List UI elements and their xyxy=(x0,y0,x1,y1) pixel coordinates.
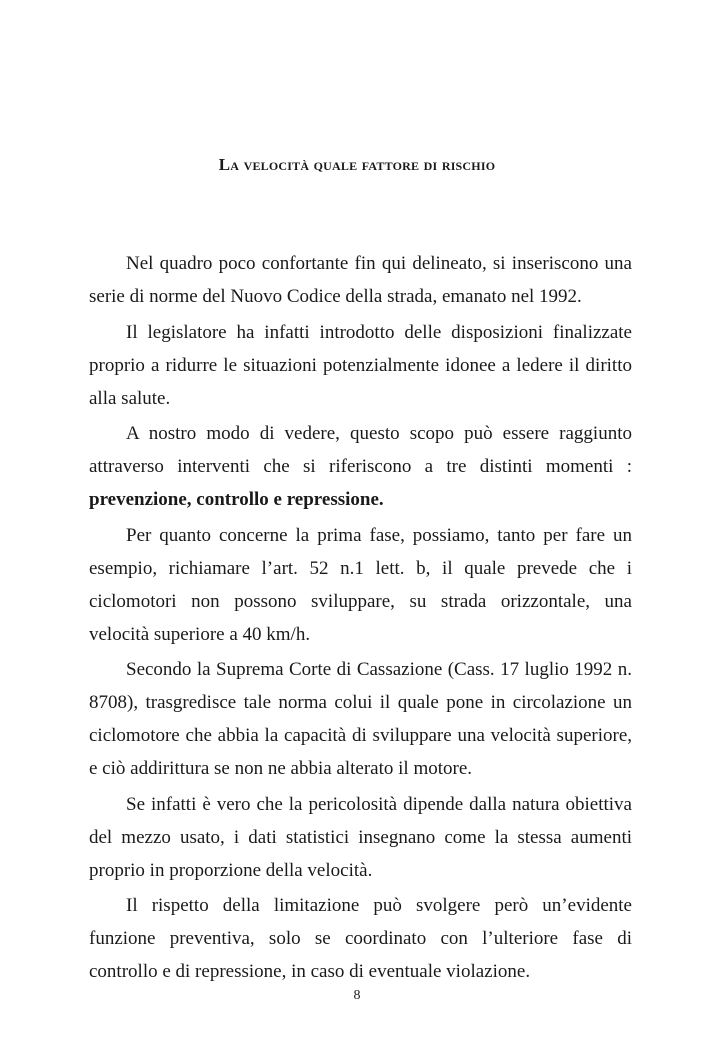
text-line: velocità superiore a 40 km/h. xyxy=(89,623,311,645)
text-line: alla salute. xyxy=(89,387,171,409)
paragraph-3 xyxy=(89,417,632,516)
text-line: e ciò addirittura se non ne abbia alterato il motore. xyxy=(89,758,473,779)
text-line: del mezzo usato, i dati statistici insegnano come la stessa aumenti xyxy=(89,826,632,848)
paragraph-2 xyxy=(89,316,632,415)
text-line: Se infatti è vero che la pericolosità dipende dalla natura obiettiva xyxy=(126,793,632,815)
text-line: ciclomotori non possono sviluppare, su strada orizzontale, una xyxy=(89,590,632,612)
text-line: Nel quadro poco confortante fin qui delineato, si inseriscono una xyxy=(126,253,632,274)
text-line: A nostro modo di vedere, questo scopo può essere raggiunto xyxy=(126,423,632,444)
text-line: Il legislatore ha infatti introdotto delle disposizioni finalizzate xyxy=(126,321,632,343)
text-line: esempio, richiamare l’art. 52 n.1 lett. b, il quale prevede che i xyxy=(89,557,632,579)
text-line: ciclomotore che abbia la capacità di sviluppare una velocità superiore, xyxy=(89,725,632,746)
paragraph-5 xyxy=(89,653,632,785)
text-line: 8708), trasgredisce tale norma colui il quale pone in circolazione un xyxy=(89,692,632,713)
text-line: Secondo la Suprema Corte di Cassazione (Cass. 17 luglio 1992 n. xyxy=(126,659,632,680)
page-number: 8 xyxy=(353,988,361,1003)
text-line: proprio a ridurre le situazioni potenzialmente idonee a ledere il diritto xyxy=(89,354,632,376)
text-line: attraverso interventi che si riferiscono a tre distinti momenti : xyxy=(89,456,632,477)
paragraph-1 xyxy=(89,247,632,313)
paragraph-6 xyxy=(89,788,632,887)
paragraph-4 xyxy=(89,519,632,651)
text-line: Il rispetto della limitazione può svolgere però un’evidente xyxy=(126,895,632,916)
paragraph-7 xyxy=(89,889,632,988)
bold-text-line: prevenzione, controllo e repressione. xyxy=(89,489,384,510)
document-body xyxy=(89,247,632,991)
text-line: serie di norme del Nuovo Codice della strada, emanato nel 1992. xyxy=(89,286,582,307)
text-line: proprio in proporzione della velocità. xyxy=(89,859,373,881)
text-line: controllo e di repressione, in caso di eventuale violazione. xyxy=(89,961,531,982)
text-line: funzione preventiva, solo se coordinato con l’ulteriore fase di xyxy=(89,928,632,949)
text-line: Per quanto concerne la prima fase, possiamo, tanto per fare un xyxy=(126,524,632,546)
page-title: La velocità quale fattore di rischio xyxy=(218,155,496,174)
